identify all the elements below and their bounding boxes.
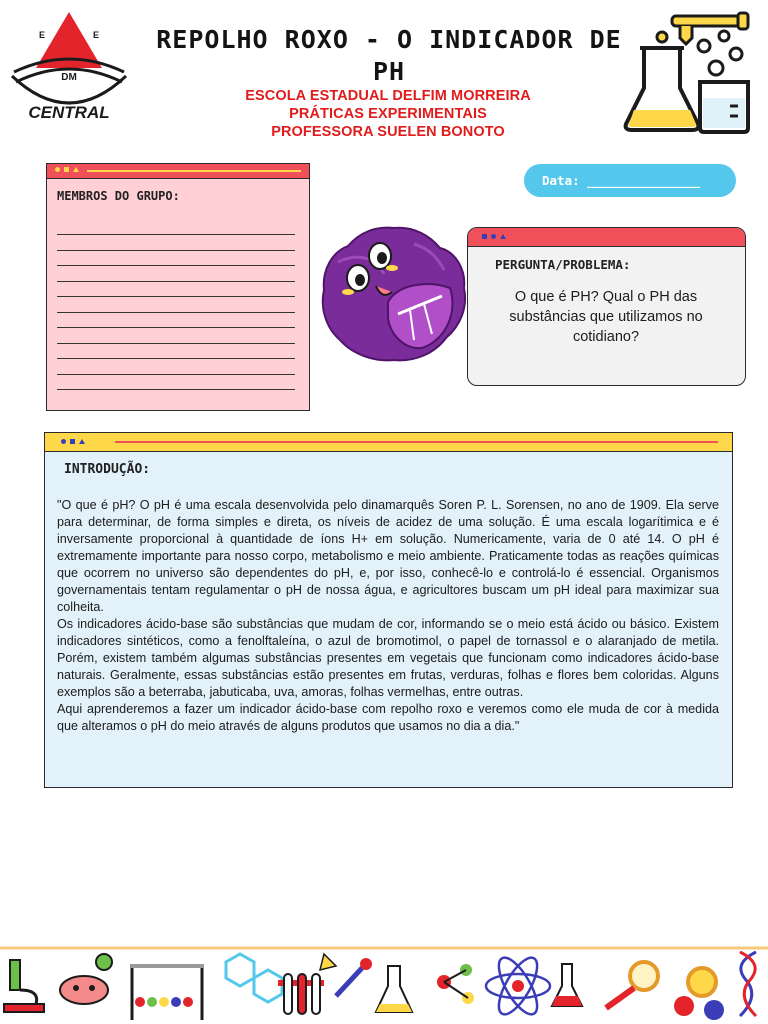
science-footer-illustration	[0, 946, 768, 1024]
members-card-header	[47, 164, 309, 179]
atom-icon	[486, 952, 550, 1019]
question-card	[467, 227, 746, 386]
newtons-cradle-icon	[130, 964, 204, 1020]
question-card-header	[468, 228, 745, 247]
member-line[interactable]	[57, 374, 295, 375]
introduction-card-header	[45, 433, 732, 452]
teacher-name: PROFESSORA SUELEN BONOTO	[271, 124, 505, 140]
introduction-paragraph: "O que é pH? O pH é uma escala desenvolvida pelo dinamarquês Soren P. L. Sorensen, no ano de 1909. Ela serve para determinar, de forma simples e direta, os níveis de acidez de uma solução. É uma escala logarítimica e é inversamente proporcional à quantidade de íons H+ em solução. Numericamente, varia de 0 até 14. O pH é extremamente importante para nosso corpo, metabolismo e meio ambiente. Praticamente todas as reações químicas que ocorrem no universo são dependentes do pH, e, por isso, conhecê-lo e controlá-lo é essencial. Organismos governamentais tentam regulamentar o pH de nossa água, e agricultores buscam um pH ideal para maximizar sua colheita.	[57, 498, 719, 614]
logo-bottom-text: CENTRAL	[28, 103, 110, 122]
page-title: REPOLHO ROXO - O INDICADOR DE PH	[156, 25, 622, 86]
introduction-paragraph: Os indicadores ácido-base são substâncias que mudam de cor, informando se o meio está ácido ou básico. Existem indicadores sintéticos, como a fenolftaleína, o azul de bromotimol, o papel de tornassol e o alaranjado de metila. Porém, existem também algumas substâncias presentes em vegetais que funcionam como indicadores ácido-base naturais. Geralmente, essas substâncias estão presentes em frutas, verduras, folhas e flores bem coloridas. Alguns exemplos são a beterraba, jabuticaba, uva, amoras, folhas vermelhas, entre outras.	[57, 617, 719, 699]
member-line[interactable]	[57, 312, 295, 313]
member-line[interactable]	[57, 327, 295, 328]
gears-icon	[674, 968, 724, 1020]
introduction-text	[57, 497, 719, 735]
logo-letter-left: E	[39, 30, 46, 40]
member-line[interactable]	[57, 296, 295, 297]
school-name: ESCOLA ESTADUAL DELFIM MORREIRA	[245, 88, 531, 104]
logo-letter-right: E	[93, 30, 100, 40]
school-logo	[6, 6, 132, 130]
member-line[interactable]	[57, 343, 295, 344]
purple-cabbage-icon	[318, 222, 470, 364]
atom-structure-icon	[437, 964, 474, 1004]
member-line[interactable]	[57, 265, 295, 266]
lab-flask-icon	[620, 10, 760, 138]
molecule-icon	[226, 954, 282, 1002]
logo-center-text: DM	[61, 72, 77, 83]
introduction-paragraph: Aqui aprenderemos a fazer um indicador ácido-base com repolho roxo e veremos como ele muda de cor à medida que alteramos o pH do meio através de alguns produtos que usamos no dia a dia."	[57, 702, 719, 733]
date-field[interactable]: Data: _______________	[524, 164, 736, 197]
microscope-icon	[4, 960, 44, 1012]
dna-icon	[740, 952, 756, 1016]
test-tubes-icon	[278, 974, 324, 1014]
member-line[interactable]	[57, 250, 295, 251]
group-members-card	[46, 163, 310, 411]
dropper-icon	[320, 954, 372, 996]
flask-icon	[376, 966, 412, 1012]
member-line[interactable]	[57, 234, 295, 235]
member-line[interactable]	[57, 281, 295, 282]
introduction-label: INTRODUÇÃO:	[64, 462, 151, 477]
introduction-card	[44, 432, 733, 788]
bacteria-icon	[60, 954, 112, 1004]
member-line[interactable]	[57, 358, 295, 359]
subject-name: PRÁTICAS EXPERIMENTAIS	[289, 106, 487, 122]
question-text: O que é PH? Qual o PH das substâncias que utilizamos no cotidiano?	[509, 289, 703, 345]
question-label: PERGUNTA/PROBLEMA:	[495, 257, 631, 272]
members-label: MEMBROS DO GRUPO:	[57, 189, 180, 203]
member-line[interactable]	[57, 389, 295, 390]
magnifier-icon	[552, 962, 658, 1008]
